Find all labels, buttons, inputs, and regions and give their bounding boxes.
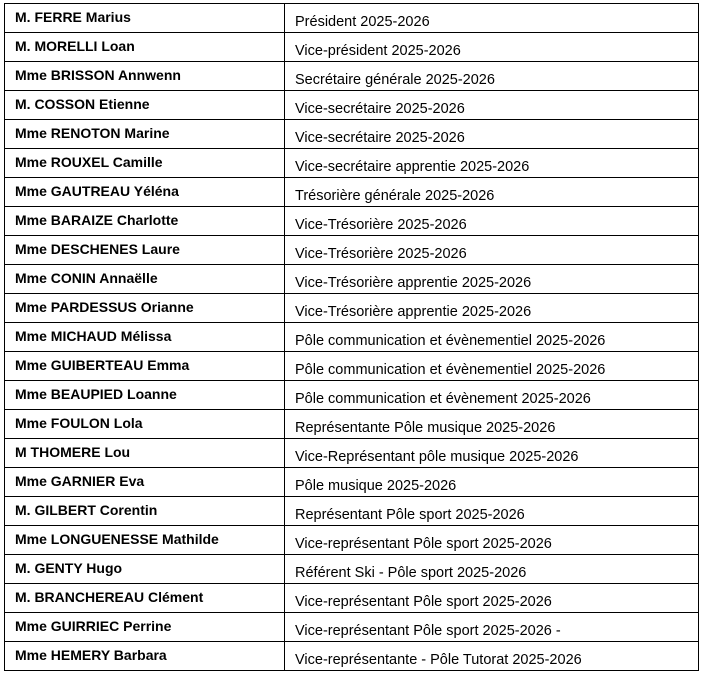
member-role-cell: Vice-président 2025-2026 <box>285 33 699 62</box>
table-row <box>5 642 699 671</box>
member-name-cell: Mme BEAUPIED Loanne <box>5 381 285 410</box>
table-row <box>5 613 699 642</box>
member-name-cell: Mme FOULON Lola <box>5 410 285 439</box>
member-role-cell: Représentante Pôle musique 2025-2026 <box>285 410 699 439</box>
table-row <box>5 4 699 33</box>
table-row <box>5 410 699 439</box>
member-name-cell: Mme GAUTREAU Yéléna <box>5 178 285 207</box>
table-row <box>5 265 699 294</box>
member-role-cell: Secrétaire générale 2025-2026 <box>285 62 699 91</box>
member-name-cell: Mme BARAIZE Charlotte <box>5 207 285 236</box>
member-name-cell: Mme PARDESSUS Orianne <box>5 294 285 323</box>
table-row <box>5 178 699 207</box>
member-role-cell: Pôle communication et évènement 2025-2026 <box>285 381 699 410</box>
member-role-cell: Vice-Trésorière 2025-2026 <box>285 236 699 265</box>
table-row <box>5 236 699 265</box>
table-row <box>5 91 699 120</box>
member-name-cell: M. MORELLI Loan <box>5 33 285 62</box>
member-name-cell: Mme GUIRRIEC Perrine <box>5 613 285 642</box>
table-row <box>5 33 699 62</box>
member-role-cell: Vice-représentant Pôle sport 2025-2026 <box>285 526 699 555</box>
member-role-cell: Vice-représentant Pôle sport 2025-2026 - <box>285 613 699 642</box>
member-name-cell: M. GILBERT Corentin <box>5 497 285 526</box>
member-name-cell: M THOMERE Lou <box>5 439 285 468</box>
table-row <box>5 294 699 323</box>
member-name-cell: Mme CONIN Annaëlle <box>5 265 285 294</box>
member-name-cell: Mme DESCHENES Laure <box>5 236 285 265</box>
member-role-cell: Vice-secrétaire 2025-2026 <box>285 120 699 149</box>
member-name-cell: Mme RENOTON Marine <box>5 120 285 149</box>
table-row <box>5 149 699 178</box>
member-role-cell: Pôle communication et évènementiel 2025-2026 <box>285 352 699 381</box>
member-role-cell: Pôle communication et évènementiel 2025-2026 <box>285 323 699 352</box>
members-table-body <box>5 4 699 671</box>
table-row <box>5 439 699 468</box>
member-name-cell: Mme GARNIER Eva <box>5 468 285 497</box>
member-role-cell: Vice-représentant Pôle sport 2025-2026 <box>285 584 699 613</box>
member-role-cell: Vice-secrétaire apprentie 2025-2026 <box>285 149 699 178</box>
table-row <box>5 497 699 526</box>
member-role-cell: Vice-représentante - Pôle Tutorat 2025-2026 <box>285 642 699 671</box>
member-name-cell: M. GENTY Hugo <box>5 555 285 584</box>
table-row <box>5 352 699 381</box>
member-role-cell: Trésorière générale 2025-2026 <box>285 178 699 207</box>
member-name-cell: Mme BRISSON Annwenn <box>5 62 285 91</box>
table-row <box>5 207 699 236</box>
member-role-cell: Vice-Trésorière apprentie 2025-2026 <box>285 265 699 294</box>
table-row <box>5 584 699 613</box>
table-row <box>5 526 699 555</box>
member-role-cell: Vice-Représentant pôle musique 2025-2026 <box>285 439 699 468</box>
member-role-cell: Vice-Trésorière apprentie 2025-2026 <box>285 294 699 323</box>
member-name-cell: M. COSSON Etienne <box>5 91 285 120</box>
member-name-cell: Mme LONGUENESSE Mathilde <box>5 526 285 555</box>
member-role-cell: Vice-secrétaire 2025-2026 <box>285 91 699 120</box>
table-row <box>5 120 699 149</box>
member-role-cell: Président 2025-2026 <box>285 4 699 33</box>
member-name-cell: M. FERRE Marius <box>5 4 285 33</box>
member-name-cell: M. BRANCHEREAU Clément <box>5 584 285 613</box>
table-row <box>5 468 699 497</box>
table-row <box>5 62 699 91</box>
table-row <box>5 323 699 352</box>
member-name-cell: Mme MICHAUD Mélissa <box>5 323 285 352</box>
table-row <box>5 381 699 410</box>
member-role-cell: Référent Ski - Pôle sport 2025-2026 <box>285 555 699 584</box>
member-name-cell: Mme ROUXEL Camille <box>5 149 285 178</box>
member-role-cell: Vice-Trésorière 2025-2026 <box>285 207 699 236</box>
table-row <box>5 555 699 584</box>
member-role-cell: Représentant Pôle sport 2025-2026 <box>285 497 699 526</box>
member-role-cell: Pôle musique 2025-2026 <box>285 468 699 497</box>
member-name-cell: Mme HEMERY Barbara <box>5 642 285 671</box>
members-table <box>4 3 699 671</box>
member-name-cell: Mme GUIBERTEAU Emma <box>5 352 285 381</box>
